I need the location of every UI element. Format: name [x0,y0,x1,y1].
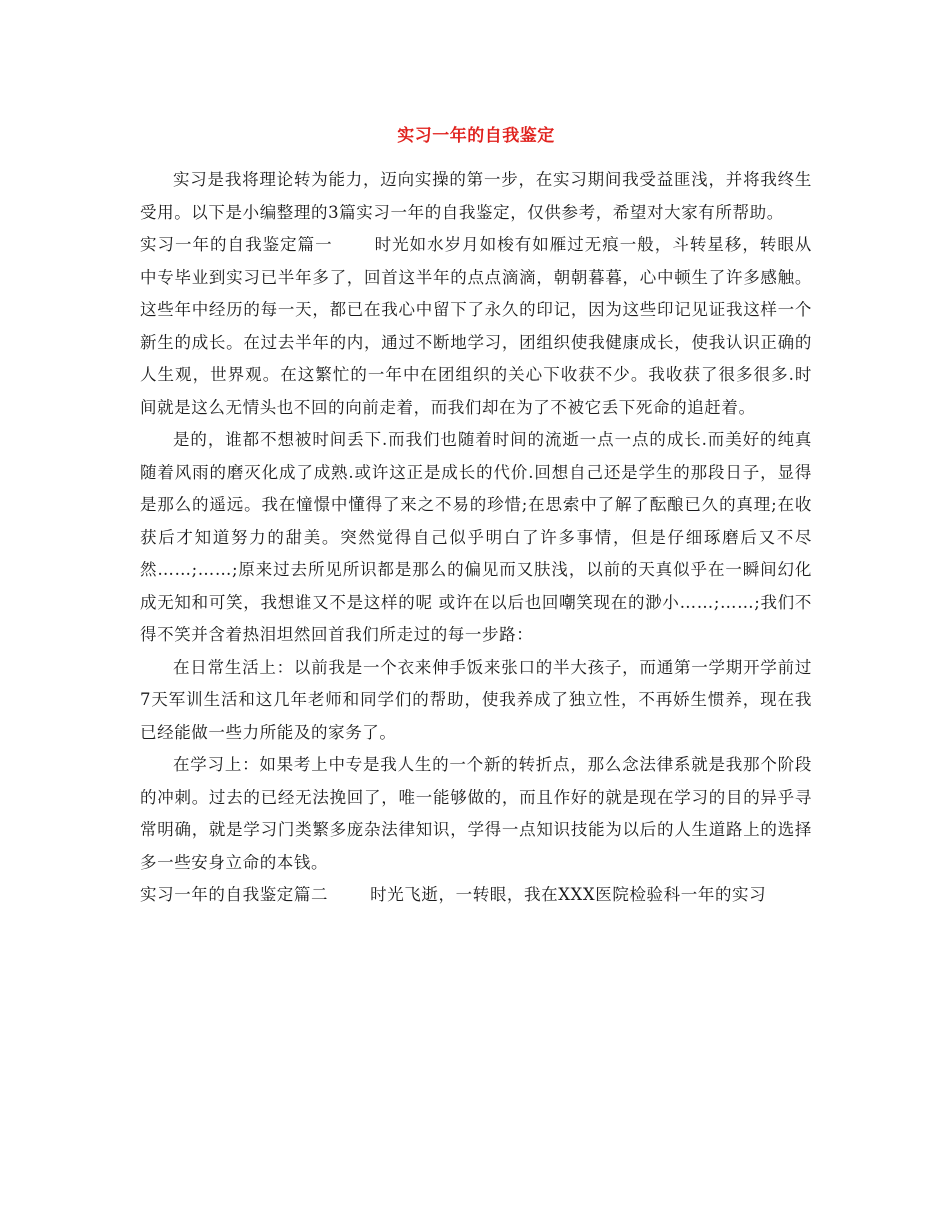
paragraph-daily-life: 在日常生活上：以前我是一个衣来伸手饭来张口的半大孩子，而通第一学期开学前过7天军训生活和这几年老师和同学们的帮助，使我养成了独立性，不再娇生惯养，现在我已经能做一些力所能及的家务了。 [140,657,812,742]
intro-paragraph: 实习是我将理论转为能力，迈向实操的第一步，在实习期间我受益匪浅，并将我终生受用。以下是小编整理的3篇实习一年的自我鉴定，仅供参考，希望对大家有所帮助。 [140,170,812,222]
section-one-paragraph [140,229,812,424]
document-title: 实习一年的自我鉴定 [397,126,555,146]
paragraph-growth: 是的，谁都不想被时间丢下.而我们也随着时间的流逝一点一点的成长.而美好的纯真随着风雨的磨灭化成了成熟.或许这正是成长的代价.回想自己还是学生的那段日子，显得是那么的遥远。我在憧憬中懂得了来之不易的珍惜;在思索中了解了酝酿已久的真理;在收获后才知道努力的甜美。突然觉得自己似乎明白了许多事情，但是仔细琢磨后又不尽然……;……;原来过去所见所识都是那么的偏见而又肤浅，以前的天真似乎在一瞬间幻化成无知和可笑，我想谁又不是这样的呢 或许在以后也回嘲笑现在的渺小……;……;我们不得不笑并含着热泪坦然回首我们所走过的每一步路： [140,430,812,644]
section-one-heading: 实习一年的自我鉴定篇一 [140,235,333,254]
paragraph-study: 在学习上：如果考上中专是我人生的一个新的转折点，那么念法律系就是我那个阶段的冲刺。过去的已经无法挽回了，唯一能够做的，而且作好的就是现在学习的目的异乎寻常明确，就是学习门类繁多庞杂法律知识，学得一点知识技能为以后的人生道路上的选择多一些安身立命的本钱。 [140,755,812,872]
section-two-body: 时光飞逝，一转眼，我在XXX医院检验科一年的实习 [370,885,767,904]
section-two-heading: 实习一年的自我鉴定篇二 [140,885,329,904]
section-two-paragraph [140,879,812,912]
document-page [140,118,812,912]
section-one-body: 时光如水岁月如梭有如雁过无痕一般，斗转星移，转眼从中专毕业到实习已半年多了，回首这半年的点点滴滴，朝朝暮暮，心中顿生了许多感触。这些年中经历的每一天，都已在我心中留下了永久的印记，因为这些印记见证我这样一个新生的成长。在过去半年的内，通过不断地学习，团组织使我健康成长，使我认识正确的人生观，世界观。在这繁忙的一年中在团组织的关心下收获不少。我收获了很多很多.时间就是这么无情头也不回的向前走着，而我们却在为了不被它丢下死命的追赶着。 [140,235,812,417]
